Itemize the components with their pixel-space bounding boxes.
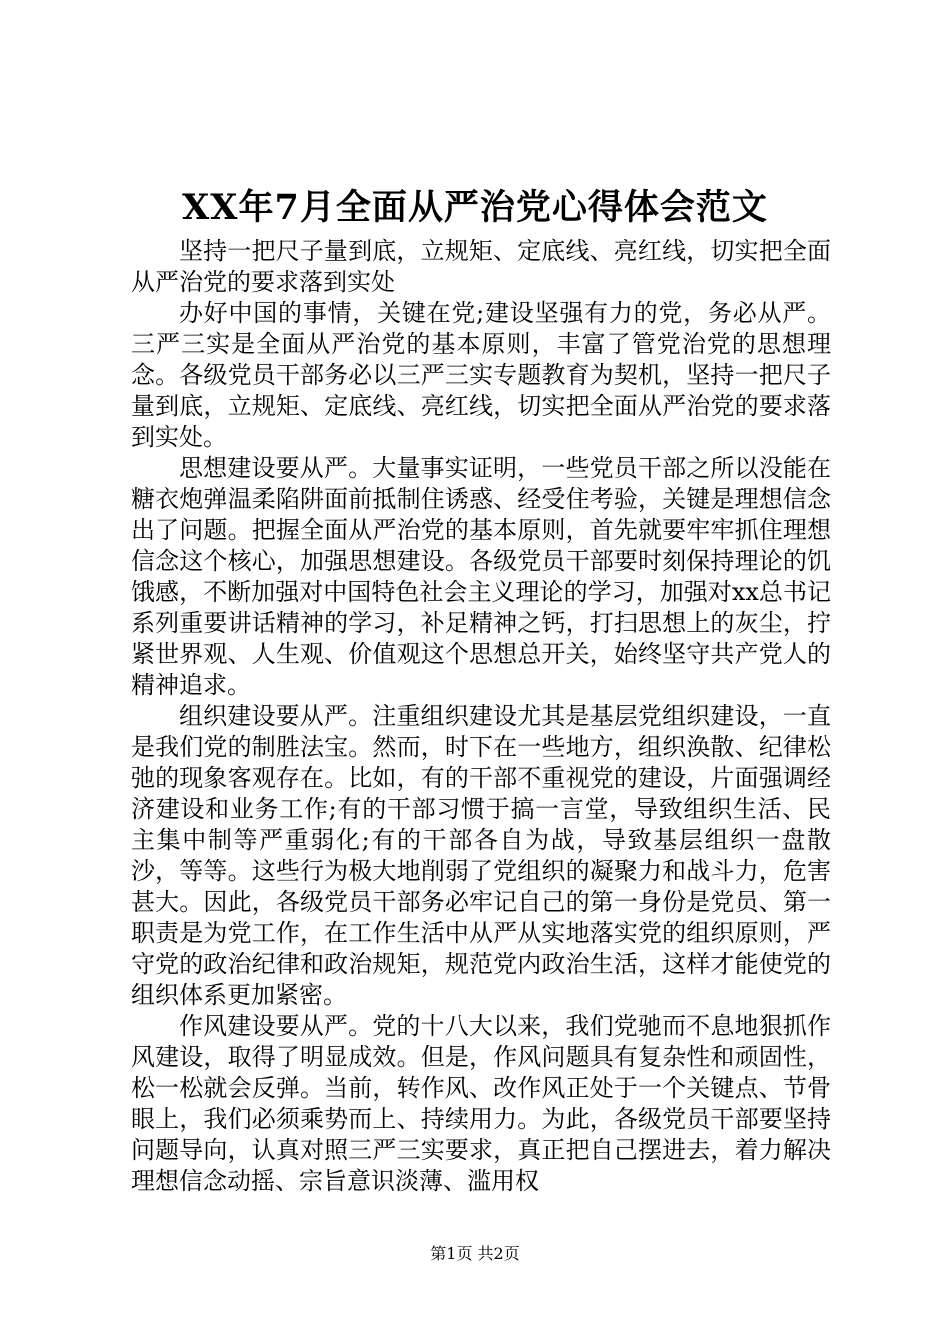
paragraph-organization: 组织建设要从严。注重组织建设尤其是基层党组织建设，一直是我们党的制胜法宝。然而，时下在一些地方，组织涣散、纪律松弛的现象客观存在。比如，有的干部不重视党的建设，片面强调经济建设和业务工作;有的干部习惯于搞一言堂，导致组织生活、民主集中制等严重弱化;有的干部各自为战，导致基层组织一盘散沙，等等。这些行为极大地削弱了党组织的凝聚力和战斗力，危害甚大。因此，各级党员干部务必牢记自己的第一身份是党员、第一职责是为党工作，在工作生活中从严从实地落实党的组织原则，严守党的政治纪律和政治规矩，规范党内政治生活，这样才能使党的组织体系更加紧密。 xyxy=(131,702,831,1009)
paragraph-conduct: 作风建设要从严。党的十八大以来，我们党驰而不息地狠抓作风建设，取得了明显成效。但是，作风问题具有复杂性和顽固性，松一松就会反弹。当前，转作风、改作风正处于一个关键点、节骨眼上，我们必须乘势而上、持续用力。为此，各级党员干部要坚持问题导向，认真对照三严三实要求，真正把自己摆进去，着力解决理想信念动摇、宗旨意识淡薄、滥用权 xyxy=(131,1012,831,1195)
paragraph-intro: 办好中国的事情，关键在党;建设坚强有力的党，务必从严。三严三实是全面从严治党的基本原则，丰富了管党治党的思想理念。各级党员干部务必以三严三实专题教育为契机，坚持一把尺子量到底，立规矩、定底线、亮红线，切实把全面从严治党的要求落到实处。 xyxy=(131,299,831,451)
document-body xyxy=(131,236,831,1197)
paragraph-subtitle: 坚持一把尺子量到底，立规矩、定底线、亮红线，切实把全面从严治党的要求落到实处 xyxy=(131,237,831,296)
document-title: XX年7月全面从严治党心得体会范文 xyxy=(182,187,768,228)
page-footer: 第1页 共2页 xyxy=(430,1244,520,1263)
paragraph-ideology: 思想建设要从严。大量事实证明，一些党员干部之所以没能在糖衣炮弹温柔陷阱面前抵制住诱惑、经受住考验，关键是理想信念出了问题。把握全面从严治党的基本原则，首先就要牢牢抓住理想信念这个核心，加强思想建设。各级党员干部要时刻保持理论的饥饿感，不断加强对中国特色社会主义理论的学习，加强对xx总书记系列重要讲话精神的学习，补足精神之钙，打扫思想上的灰尘，拧紧世界观、人生观、价值观这个思想总开关，始终坚守共产党人的精神追求。 xyxy=(131,454,831,699)
